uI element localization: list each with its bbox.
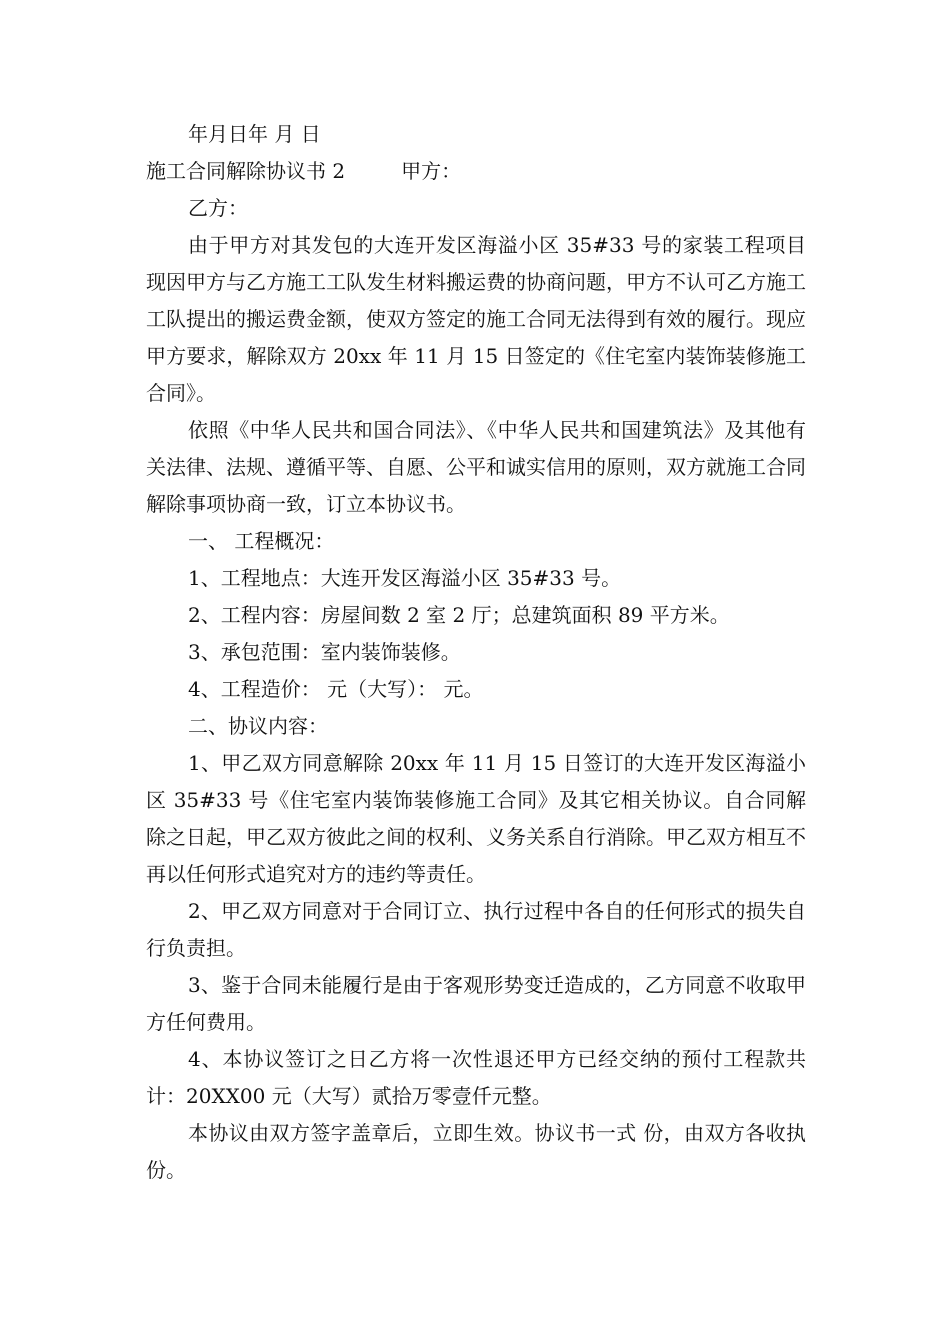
- section-1-heading: 一、 工程概况：: [188, 529, 335, 553]
- section-2-item-1: 1、甲乙双方同意解除 20xx 年 11 月 15 日签订的大连开发区海溢小区 35#33 号《住宅室内装饰装修施工合同》及其它相关协议。自合同解除之日起，甲乙双方彼此之间的权利、义务关系自行消除。甲乙双方相互不再以任何形式追究对方的违约等责任。: [146, 751, 806, 886]
- section-1-item-2: 2、工程内容：房屋间数 2 室 2 厅；总建筑面积 89 平方米。: [188, 603, 730, 627]
- section-2-item-2: 2、甲乙双方同意对于合同订立、执行过程中各自的任何形式的损失自行负责担。: [146, 899, 806, 960]
- party-b-label: 乙方：: [188, 196, 248, 220]
- title-line: [146, 153, 806, 190]
- party-a-label: 甲方：: [401, 159, 462, 183]
- section-2-item-3: 3、鉴于合同未能履行是由于客观形势变迁造成的，乙方同意不收取甲方任何费用。: [146, 973, 806, 1034]
- intro-paragraph-1: 由于甲方对其发包的大连开发区海溢小区 35#33 号的家装工程项目现因甲方与乙方施工工队发生材料搬运费的协商问题，甲方不认可乙方施工工队提出的搬运费金额，使双方签定的施工合同无法得到有效的履行。现应甲方要求，解除双方 20xx 年 11 月 15 日签定的《住宅室内装饰装修施工合同》。: [146, 233, 806, 405]
- section-2-item-4: 4、本协议签订之日乙方将一次性退还甲方已经交纳的预付工程款共计：20XX00 元（大写）贰拾万零壹仟元整。: [146, 1047, 806, 1108]
- section-1-item-3: 3、承包范围：室内装饰装修。: [188, 640, 461, 664]
- section-2-heading: 二、协议内容：: [188, 714, 328, 738]
- section-1-item-4: 4、工程造价： 元（大写）： 元。: [188, 677, 484, 701]
- document-body: [146, 116, 806, 1189]
- date-line: 年月日年 月 日: [188, 122, 321, 146]
- closing-paragraph: 本协议由双方签字盖章后，立即生效。协议书一式 份，由双方各收执 份。: [146, 1121, 806, 1182]
- intro-paragraph-2: 依照《中华人民共和国合同法》、《中华人民共和国建筑法》及其他有关法律、法规、遵循平等、自愿、公平和诚实信用的原则，双方就施工合同解除事项协商一致，订立本协议书。: [146, 418, 806, 516]
- section-1-item-1: 1、工程地点：大连开发区海溢小区 35#33 号。: [188, 566, 622, 590]
- document-title: 施工合同解除协议书 2: [146, 159, 346, 183]
